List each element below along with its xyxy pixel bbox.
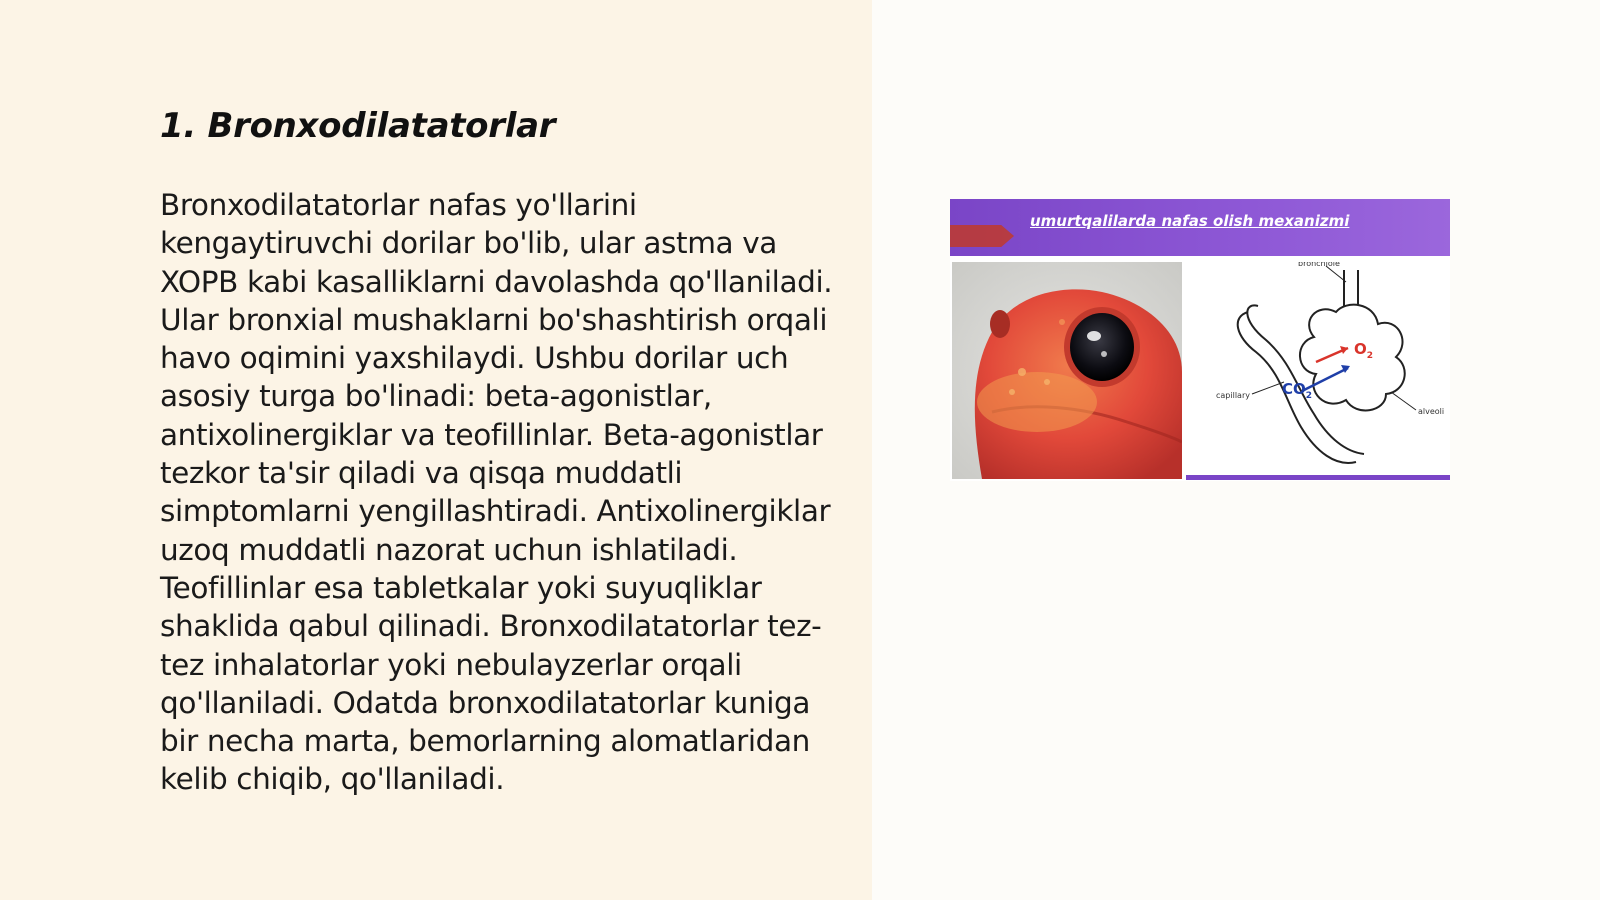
breathing-mechanism-image <box>950 199 1450 481</box>
label-bronchiole: bronchiole <box>1298 262 1340 268</box>
frog-illustration <box>952 262 1182 479</box>
image-banner-title: umurtqalilarda nafas olish mexanizmi <box>1030 212 1350 230</box>
slide-title: 1. Bronxodilatatorlar <box>160 106 556 146</box>
label-alveoli: alveoli <box>1418 407 1445 416</box>
banner-arrow-shape <box>950 225 1014 247</box>
image-banner <box>950 199 1450 256</box>
frog-photo <box>952 262 1182 479</box>
slide-body-text: Bronxodilatatorlar nafas yo'llarini kengaytiruvchi dorilar bo'lib, ular astma va XOPB kabi kasalliklarni davolashda qo'llaniladi. Ular bronxial mushaklarni bo'shashtirish orqali havo oqimini yaxshilaydi. Ushbu dorilar uch asosiy turga bo'linadi: beta-agonistlar, antixolinergiklar va teofillinlar. Beta-agonistlar tezkor ta'sir qiladi va qisqa muddatli simptomlarni yengillashtiradi. Antixolinergiklar uzoq muddatli nazorat uchun ishlatiladi. Teofillinlar esa tabletkalar yoki suyuqliklar shaklida qabul qilinadi. Bronxodilatatorlar tez-tez inhalatorlar yoki nebulayzerlar orqali qo'llaniladi. Odatda bronxodilatatorlar kuniga bir necha marta, bemorlarning alomatlaridan kelib chiqib, qo'llaniladi. <box>160 188 833 797</box>
alveolus-diagram <box>1186 262 1450 481</box>
label-co2: $CO_2$ <box>1282 380 1313 401</box>
label-capillary: capillary <box>1216 391 1250 400</box>
gas-exchange-diagram <box>1186 262 1450 481</box>
diagram-bottom-bar <box>1186 475 1450 480</box>
label-o2: $O_2$ <box>1354 340 1374 361</box>
